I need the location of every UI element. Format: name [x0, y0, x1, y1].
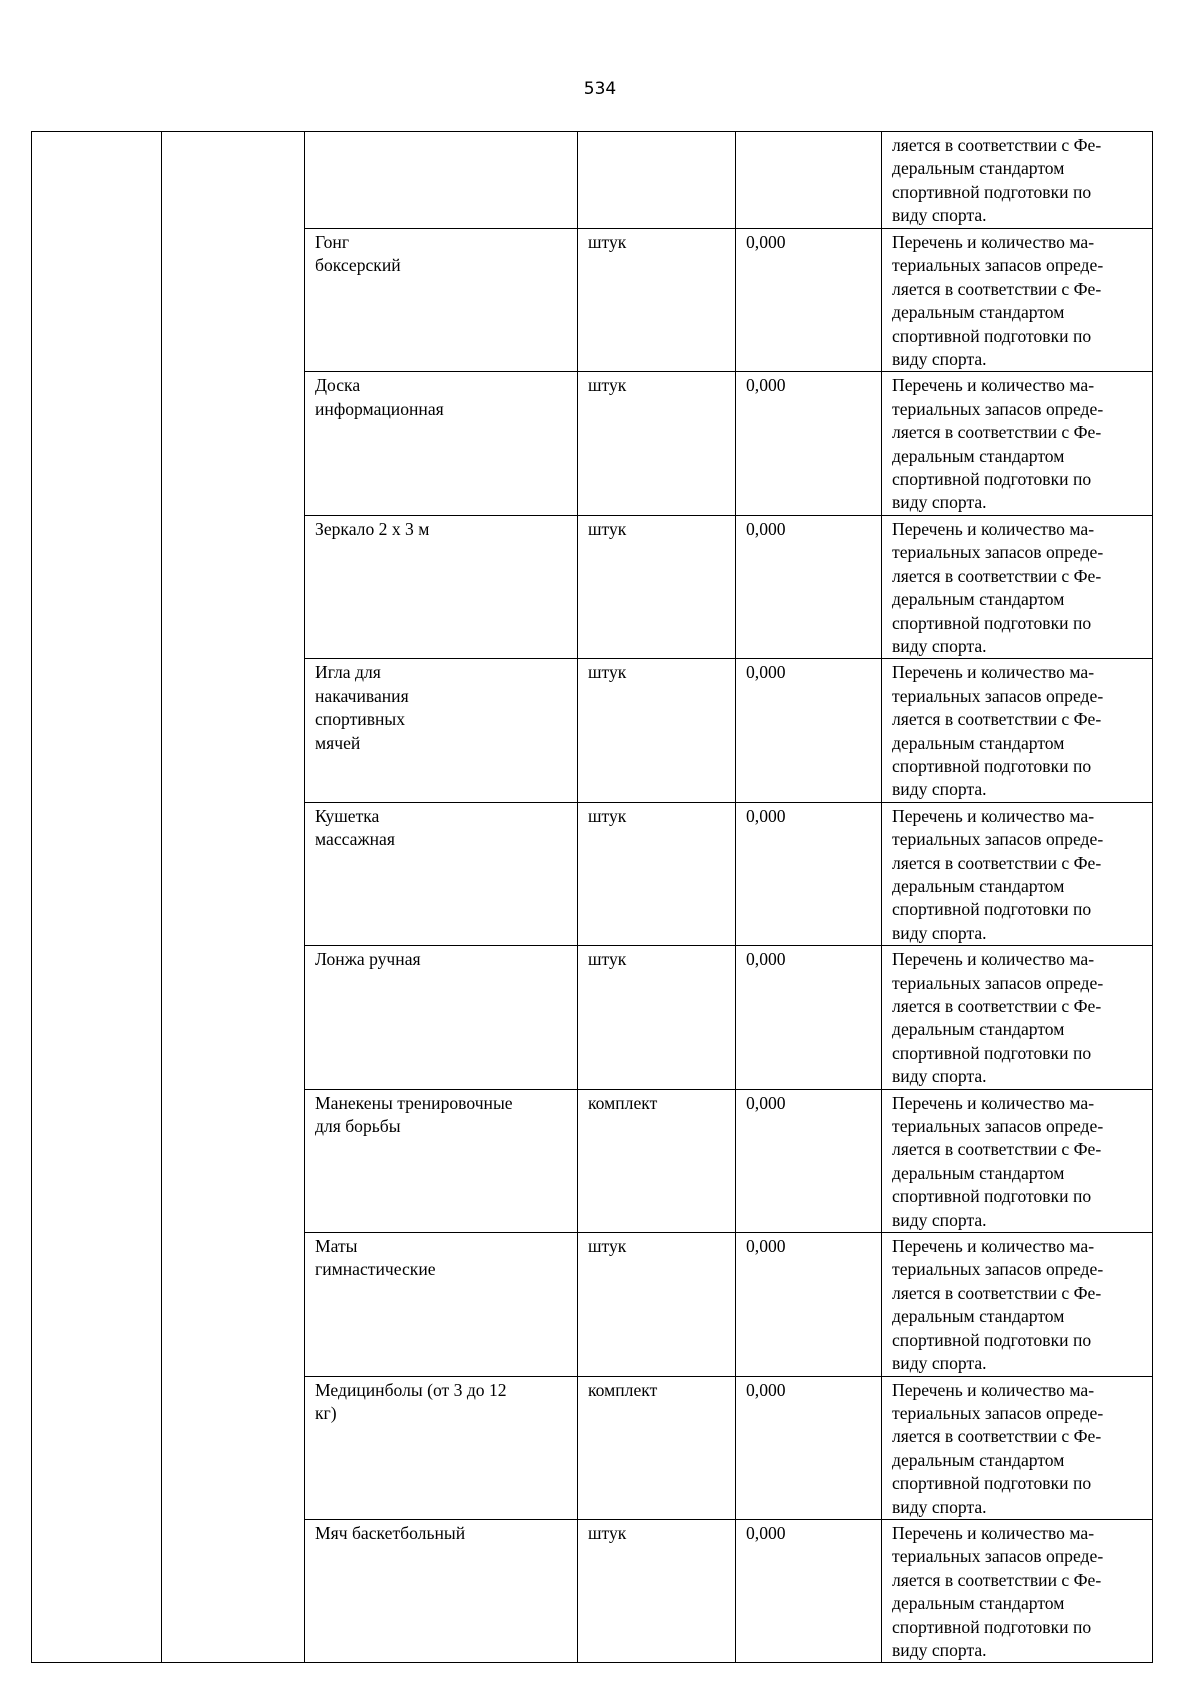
note-cell	[882, 946, 1153, 1089]
quantity-cell: 0,000	[736, 229, 882, 372]
quantity-cell: 0,000	[736, 515, 882, 658]
quantity-cell	[736, 132, 882, 229]
item-name-line: Игла для	[315, 662, 381, 683]
item-name-cell	[305, 659, 578, 802]
note-cell	[882, 1519, 1153, 1662]
note-line: ляется в соответствии с Фе-	[892, 996, 1102, 1016]
note-line: виду спорта.	[892, 492, 987, 513]
quantity-cell: 0,000	[736, 802, 882, 945]
note-line: спортивной подготовки по	[892, 325, 1092, 346]
note-cell	[882, 1233, 1153, 1376]
item-name-cell	[305, 372, 578, 515]
note-line: териальных запасов опреде-	[892, 1116, 1104, 1137]
unit-cell: комплект	[578, 1089, 736, 1232]
quantity-cell: 0,000	[736, 372, 882, 515]
note-line: деральным стандартом	[892, 589, 1065, 610]
note-line: виду спорта.	[892, 635, 987, 656]
note-line: виду спорта.	[892, 1639, 987, 1660]
note-line: ляется в соответствии с Фе-	[892, 1282, 1102, 1303]
item-name-line: спортивных	[315, 709, 406, 730]
note-line: ляется в соответствии с Фе-	[892, 278, 1102, 299]
note-line: ляется в соответствии с Фе-	[892, 135, 1102, 155]
note-line: териальных запасов опреде-	[892, 542, 1104, 563]
note-line: териальных запасов опреде-	[892, 255, 1104, 276]
note-line: Перечень и количество ма-	[892, 949, 1095, 970]
note-line: териальных запасов опреде-	[892, 1546, 1104, 1567]
note-cell	[882, 132, 1153, 229]
item-name-cell	[305, 946, 578, 1089]
note-line: Перечень и количество ма-	[892, 1379, 1095, 1400]
item-name-line: гимнастические	[315, 1259, 436, 1280]
quantity-cell: 0,000	[736, 946, 882, 1089]
note-line: Перечень и количество ма-	[892, 1236, 1095, 1257]
item-name-line: мячей	[315, 732, 361, 753]
note-line: спортивной подготовки по	[892, 612, 1092, 633]
note-line: ляется в соответствии с Фе-	[892, 709, 1102, 730]
note-line: териальных запасов опреде-	[892, 972, 1104, 993]
item-name-line: информационная	[315, 398, 444, 419]
page-number: 534	[583, 79, 617, 99]
note-line: Перечень и количество ма-	[892, 1522, 1095, 1543]
note-cell	[882, 802, 1153, 945]
note-line: виду спорта.	[892, 349, 987, 370]
note-line: териальных запасов опреде-	[892, 1402, 1104, 1423]
note-cell	[882, 515, 1153, 658]
note-line: ляется в соответствии с Фе-	[892, 422, 1102, 443]
note-line: спортивной подготовки по	[892, 1329, 1092, 1350]
note-line: териальных запасов опреде-	[892, 685, 1104, 706]
note-line: Перечень и количество ма-	[892, 662, 1095, 683]
note-line: деральным стандартом	[892, 302, 1065, 323]
unit-cell: штук	[578, 1519, 736, 1662]
item-name-line: Манекены тренировочные	[315, 1092, 513, 1113]
note-line: териальных запасов опреде-	[892, 398, 1104, 419]
note-line: спортивной подготовки по	[892, 1473, 1092, 1494]
unit-cell: штук	[578, 229, 736, 372]
note-line: Перечень и количество ма-	[892, 1092, 1095, 1113]
note-line: спортивной подготовки по	[892, 1616, 1092, 1637]
unit-cell: штук	[578, 946, 736, 1089]
note-line: деральным стандартом	[892, 158, 1065, 179]
note-line: спортивной подготовки по	[892, 899, 1092, 920]
item-name-line: боксерский	[315, 255, 401, 276]
note-line: териальных запасов опреде-	[892, 829, 1104, 850]
note-cell	[882, 659, 1153, 802]
table-body	[32, 132, 1153, 1663]
note-line: ляется в соответствии с Фе-	[892, 852, 1102, 873]
item-name-line: Кушетка	[315, 805, 380, 826]
item-name-cell	[305, 802, 578, 945]
note-line: спортивной подготовки по	[892, 469, 1092, 490]
note-line: ляется в соответствии с Фе-	[892, 1139, 1102, 1160]
note-line: виду спорта.	[892, 1496, 987, 1517]
note-line: Перечень и количество ма-	[892, 375, 1095, 396]
note-line: виду спорта.	[892, 1353, 987, 1374]
note-line: Перечень и количество ма-	[892, 232, 1095, 252]
item-name-line: Лонжа ручная	[315, 949, 421, 970]
note-line: Перечень и количество ма-	[892, 518, 1095, 539]
item-name-line: Мяч баскетбольный	[315, 1522, 466, 1543]
item-name-cell	[305, 229, 578, 372]
note-line: деральным стандартом	[892, 1162, 1065, 1183]
note-line: Перечень и количество ма-	[892, 805, 1095, 826]
quantity-cell: 0,000	[736, 1233, 882, 1376]
item-name-line: массажная	[315, 829, 395, 850]
item-name-line: Маты	[315, 1236, 358, 1257]
item-name-cell	[305, 1233, 578, 1376]
note-line: деральным стандартом	[892, 732, 1065, 753]
unit-cell: штук	[578, 1233, 736, 1376]
note-line: деральным стандартом	[892, 445, 1065, 466]
note-line: спортивной подготовки по	[892, 755, 1092, 776]
item-name-cell	[305, 515, 578, 658]
merged-column-1	[32, 132, 162, 1663]
quantity-cell: 0,000	[736, 1519, 882, 1662]
note-line: деральным стандартом	[892, 1019, 1065, 1040]
unit-cell	[578, 132, 736, 229]
table-row-continued	[32, 132, 1153, 229]
merged-column-2	[162, 132, 305, 1663]
item-name-line: Доска	[315, 375, 361, 396]
note-line: деральным стандартом	[892, 1593, 1065, 1614]
note-line: спортивной подготовки по	[892, 1042, 1092, 1063]
materials-table	[31, 131, 1153, 1663]
note-line: спортивной подготовки по	[892, 181, 1092, 202]
item-name-cell	[305, 1519, 578, 1662]
note-line: ляется в соответствии с Фе-	[892, 565, 1102, 586]
quantity-cell: 0,000	[736, 659, 882, 802]
note-line: виду спорта.	[892, 1066, 987, 1087]
note-line: деральным стандартом	[892, 1449, 1065, 1470]
unit-cell: штук	[578, 659, 736, 802]
item-name-cell	[305, 1089, 578, 1232]
item-name-cell	[305, 1376, 578, 1519]
note-cell	[882, 372, 1153, 515]
note-line: виду спорта.	[892, 779, 987, 800]
item-name-cell	[305, 132, 578, 229]
note-line: виду спорта.	[892, 1209, 987, 1230]
item-name-line: Гонг	[315, 232, 350, 252]
note-line: виду спорта.	[892, 922, 987, 943]
unit-cell: штук	[578, 372, 736, 515]
note-line: спортивной подготовки по	[892, 1186, 1092, 1207]
unit-cell: комплект	[578, 1376, 736, 1519]
note-line: виду спорта.	[892, 205, 987, 226]
note-line: териальных запасов опреде-	[892, 1259, 1104, 1280]
note-line: ляется в соответствии с Фе-	[892, 1569, 1102, 1590]
item-name-line: накачивания	[315, 685, 409, 706]
item-name-line: для борьбы	[315, 1116, 401, 1137]
item-name-line: кг)	[315, 1402, 337, 1423]
quantity-cell: 0,000	[736, 1089, 882, 1232]
unit-cell: штук	[578, 802, 736, 945]
note-cell	[882, 1376, 1153, 1519]
item-name-line: Медицинболы (от 3 до 12	[315, 1379, 507, 1400]
quantity-cell: 0,000	[736, 1376, 882, 1519]
unit-cell: штук	[578, 515, 736, 658]
note-line: деральным стандартом	[892, 1306, 1065, 1327]
note-cell	[882, 1089, 1153, 1232]
note-cell	[882, 229, 1153, 372]
note-line: деральным стандартом	[892, 875, 1065, 896]
note-line: ляется в соответствии с Фе-	[892, 1426, 1102, 1447]
item-name-line: Зеркало 2 х 3 м	[315, 518, 430, 539]
